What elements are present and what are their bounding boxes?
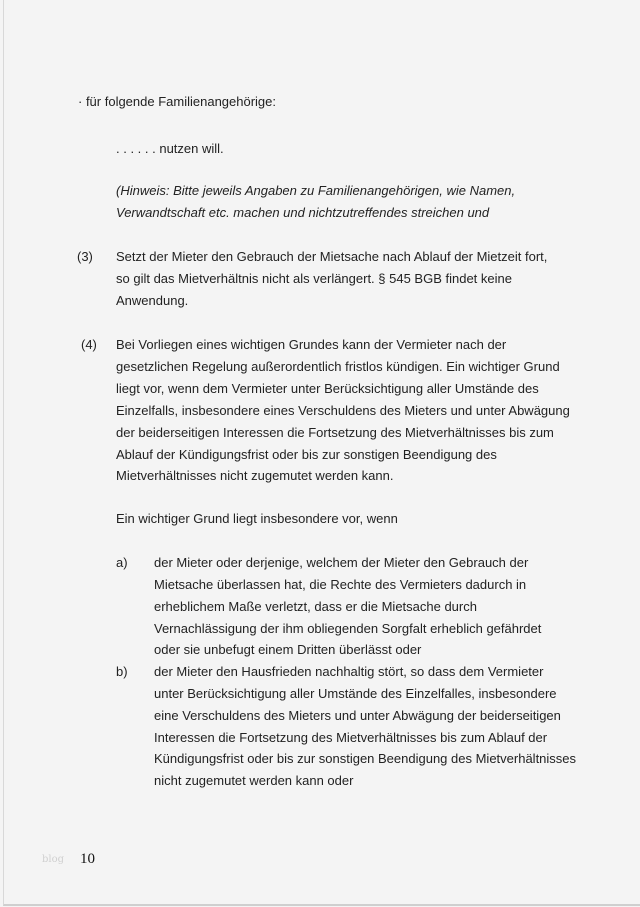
item-b-line: der Mieter den Hausfrieden nachhaltig stört, so dass dem Vermieter xyxy=(154,664,544,679)
item-a-line: Mietsache überlassen hat, die Rechte des Vermieters dadurch in xyxy=(154,577,527,592)
section4-line: liegt vor, wenn dem Vermieter unter Berücksichtigung aller Umstände des xyxy=(116,381,539,396)
item-a-line: der Mieter oder derjenige, welchem der Mieter den Gebrauch der xyxy=(154,555,529,570)
section4-line: Mietverhältnisses nicht zugemutet werden kann. xyxy=(116,468,394,483)
item-b-line: eine Verschuldens des Mieters und unter Abwägung der beiderseitigen xyxy=(154,708,561,723)
item-a-line: Vernachlässigung der ihm obliegenden Sorgfalt erheblich gefährdet xyxy=(154,621,542,636)
intro-line: · für folgende Familienangehörige: xyxy=(78,94,277,109)
section3-line: Setzt der Mieter den Gebrauch der Mietsache nach Ablauf der Mietzeit fort, xyxy=(116,249,548,264)
section4-lead: Ein wichtiger Grund liegt insbesondere vor, wenn xyxy=(116,511,398,526)
hint-line: Verwandtschaft etc. machen und nichtzutreffendes streichen und xyxy=(116,205,490,220)
item-a-line: oder sie unbefugt einem Dritten überlässt oder xyxy=(154,642,422,657)
section-number: (3) xyxy=(77,249,93,264)
item-b-line: unter Berücksichtigung aller Umstände des Einzelfalles, insbesondere xyxy=(154,686,557,701)
item-b-line: Interessen die Fortsetzung des Mietverhältnisses bis zum Ablauf der xyxy=(154,730,548,745)
section-number: (4) xyxy=(81,337,97,352)
section4-line: der beiderseitigen Interessen die Fortsetzung des Mietverhältnisses bis zum xyxy=(116,425,554,440)
item-b-line: Kündigungsfrist oder bis zur sonstigen Beendigung des Mietverhältnisses xyxy=(154,751,577,766)
section3-line: so gilt das Mietverhältnis nicht als verlängert. § 545 BGB findet keine xyxy=(116,271,512,286)
watermark: blog xyxy=(42,854,65,865)
dots-line: . . . . . . nutzen will. xyxy=(116,141,224,156)
item-label: b) xyxy=(116,664,128,679)
item-a-line: erheblichem Maße verletzt, dass er die Mietsache durch xyxy=(154,599,477,614)
page-number: 10 xyxy=(80,851,95,867)
section4-line: Einzelfalls, insbesondere eines Verschuldens des Mieters und unter Abwägung xyxy=(116,403,570,418)
section4-line: Bei Vorliegen eines wichtigen Grundes kann der Vermieter nach der xyxy=(116,337,507,352)
section4-line: gesetzlichen Regelung außerordentlich fristlos kündigen. Ein wichtiger Grund xyxy=(116,359,560,374)
hint-line: (Hinweis: Bitte jeweils Angaben zu Familienangehörigen, wie Namen, xyxy=(116,183,516,198)
item-b-line: nicht zugemutet werden kann oder xyxy=(154,773,354,788)
document-page xyxy=(3,0,640,906)
section3-line: Anwendung. xyxy=(116,293,189,308)
item-label: a) xyxy=(116,555,128,570)
section4-line: Ablauf der Kündigungsfrist oder bis zur sonstigen Beendigung des xyxy=(116,447,497,462)
